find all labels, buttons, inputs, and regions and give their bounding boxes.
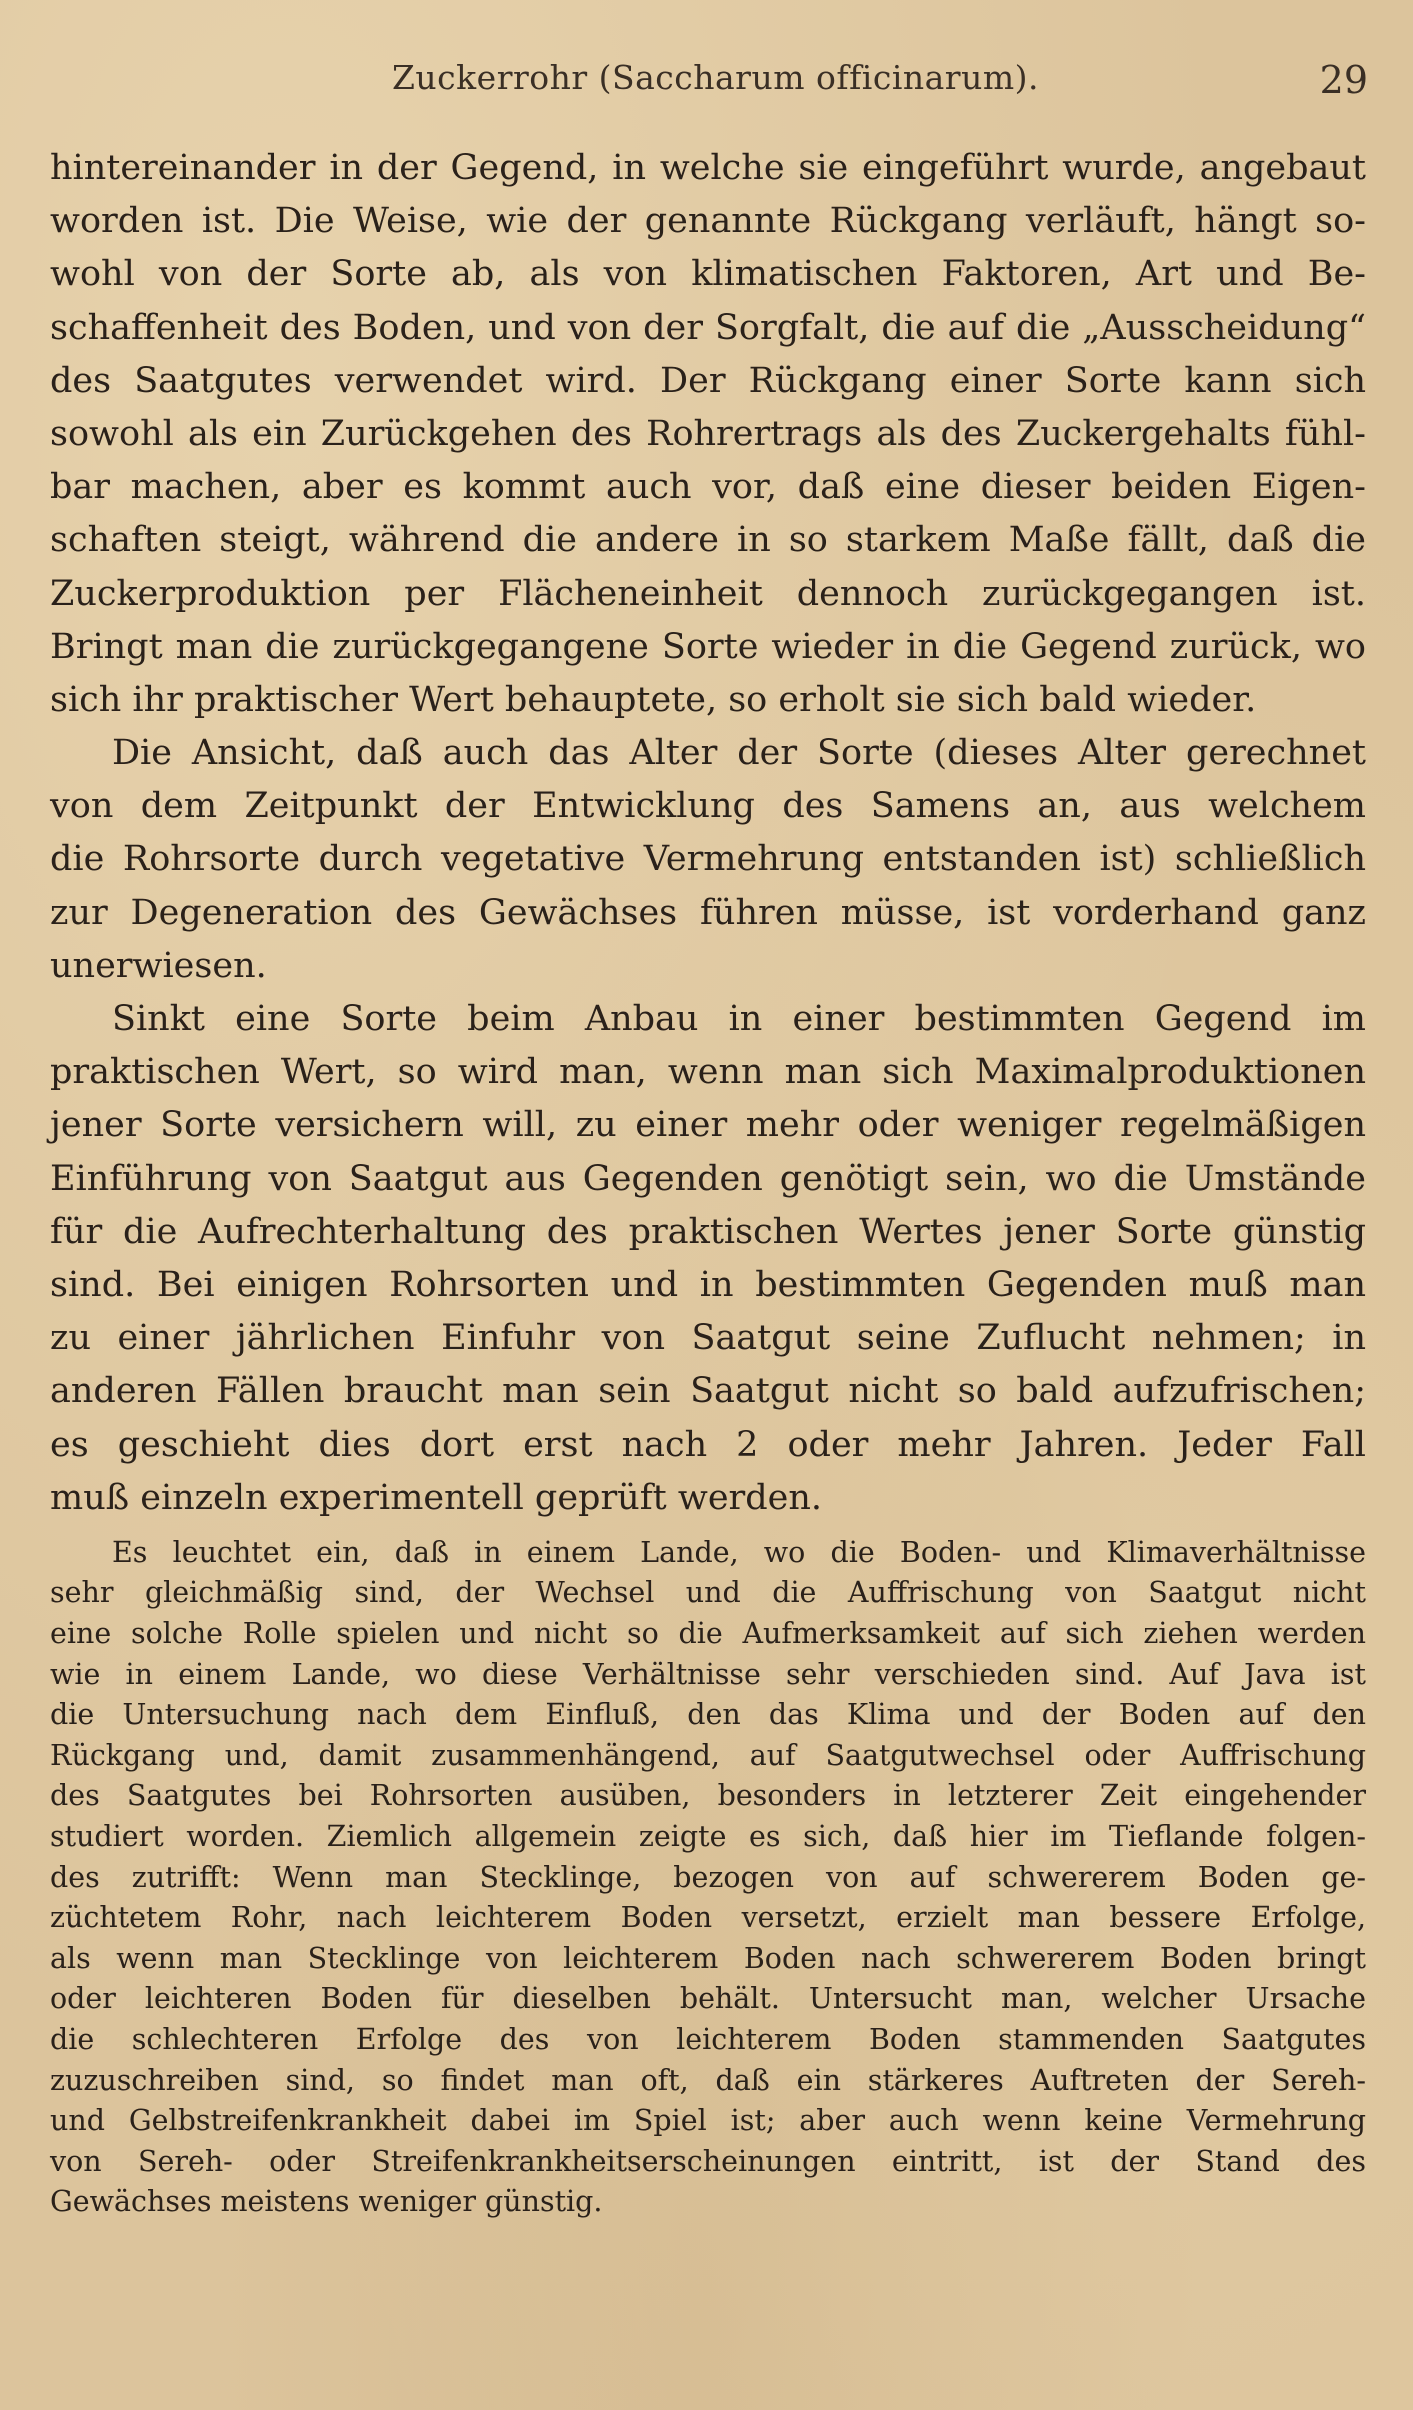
- text-line: Bringt man die zurückgegangene Sorte wieder in die Gegend zurück, wo: [50, 626, 1366, 667]
- small-text-line: Es leuchtet ein, daß in einem Lande, wo die Boden- und Klimaverhältnisse: [112, 1535, 1366, 1569]
- text-line: hintereinander in der Gegend, in welche sie eingeführt wurde, angebaut: [50, 148, 1366, 188]
- text-line: sowohl als ein Zurückgehen des Rohrertrags als des Zuckergehalts fühl-: [50, 413, 1366, 454]
- small-text-line: die Untersuchung nach dem Einfluß, den das Klima und der Boden auf den: [50, 1698, 1366, 1732]
- small-text-line: studiert worden. Ziemlich allgemein zeigte es sich, daß hier im Tieflande folgen-: [50, 1820, 1366, 1854]
- page-body: [50, 142, 1366, 2223]
- text-line: wohl von der Sorte ab, als von klimatischen Faktoren, Art und Be-: [50, 254, 1366, 295]
- small-text-line: des Saatgutes bei Rohrsorten ausüben, besonders in letzterer Zeit eingehender: [50, 1779, 1366, 1813]
- text-line: sind. Bei einigen Rohrsorten und in bestimmten Gegenden muß man: [50, 1264, 1366, 1305]
- small-print-paragraph: [50, 1533, 1366, 2223]
- running-head: [50, 58, 1370, 108]
- small-text-line: die schlechteren Erfolge des von leichterem Boden stammenden Saatgutes: [50, 2023, 1366, 2056]
- small-text-line: als wenn man Stecklinge von leichterem Boden nach schwererem Boden bringt: [50, 1941, 1366, 1975]
- small-text-line: des zutrifft: Wenn man Stecklinge, bezogen von auf schwererem Boden ge-: [50, 1860, 1366, 1894]
- small-text-line: Gewächses meistens weniger günstig.: [50, 2185, 603, 2219]
- text-line: zur Degeneration des Gewächses führen müsse, ist vorderhand ganz: [50, 892, 1366, 933]
- small-text-line: zuzuschreiben sind, so findet man oft, daß ein stärkeres Auftreten der Sereh-: [50, 2063, 1366, 2097]
- small-text-line: von Sereh- oder Streifenkrankheitserscheinungen eintritt, ist der Stand des: [50, 2144, 1366, 2178]
- text-line: die Rohrsorte durch vegetative Vermehrung entstanden ist) schließlich: [50, 839, 1366, 880]
- text-line: schaffenheit des Boden, und von der Sorgfalt, die auf die „Ausscheidung“: [50, 307, 1366, 348]
- paragraph-2: [50, 727, 1366, 993]
- text-line: unerwiesen.: [50, 945, 267, 986]
- running-title: Zuckerrohr (Saccharum officinarum).: [392, 58, 1039, 97]
- text-line: anderen Fällen braucht man sein Saatgut nicht so bald aufzufrischen;: [50, 1371, 1366, 1412]
- text-line: für die Aufrechterhaltung des praktischen Wertes jener Sorte günstig: [50, 1211, 1366, 1252]
- paragraph-3: [50, 993, 1366, 1525]
- text-line: bar machen, aber es kommt auch vor, daß eine dieser beiden Eigen-: [50, 467, 1366, 508]
- page-number: 29: [1319, 58, 1368, 102]
- text-line: Zuckerproduktion per Flächeneinheit dennoch zurückgegangen ist.: [50, 573, 1366, 614]
- small-text-line: oder leichteren Boden für dieselben behält. Untersucht man, welcher Ursache: [50, 1982, 1366, 2016]
- text-line: worden ist. Die Weise, wie der genannte Rückgang verläuft, hängt so-: [50, 201, 1366, 242]
- text-line: von dem Zeitpunkt der Entwicklung des Samens an, aus welchem: [50, 786, 1366, 827]
- text-line: schaften steigt, während die andere in so starkem Maße fällt, daß die: [50, 520, 1366, 561]
- small-text-line: und Gelbstreifenkrankheit dabei im Spiel ist; aber auch wenn keine Vermehrung: [50, 2104, 1366, 2138]
- small-text-line: züchtetem Rohr, nach leichterem Boden versetzt, erzielt man bessere Erfolge,: [50, 1901, 1366, 1935]
- text-line: zu einer jährlichen Einfuhr von Saatgut seine Zuflucht nehmen; in: [50, 1318, 1366, 1359]
- small-text-line: wie in einem Lande, wo diese Verhältnisse sehr verschieden sind. Auf Java ist: [50, 1657, 1366, 1691]
- small-text-line: Rückgang und, damit zusammenhängend, auf Saatgutwechsel oder Auffrischung: [50, 1738, 1366, 1772]
- text-line: muß einzeln experimentell geprüft werden.: [50, 1477, 823, 1518]
- text-line: jener Sorte versichern will, zu einer mehr oder weniger regelmäßigen: [50, 1105, 1366, 1146]
- text-line: Die Ansicht, daß auch das Alter der Sorte (dieses Alter gerechnet: [112, 733, 1366, 774]
- text-line: es geschieht dies dort erst nach 2 oder mehr Jahren. Jeder Fall: [50, 1424, 1366, 1465]
- small-text-line: eine solche Rolle spielen und nicht so die Aufmerksamkeit auf sich ziehen werden: [50, 1617, 1366, 1651]
- text-line: praktischen Wert, so wird man, wenn man sich Maximalproduktionen: [50, 1052, 1366, 1093]
- text-line: Einführung von Saatgut aus Gegenden genötigt sein, wo die Umstände: [50, 1158, 1366, 1199]
- text-line: Sinkt eine Sorte beim Anbau in einer bestimmten Gegend im: [112, 999, 1366, 1039]
- text-line: des Saatgutes verwendet wird. Der Rückgang einer Sorte kann sich: [50, 360, 1366, 401]
- paragraph-1: [50, 142, 1366, 727]
- text-line: sich ihr praktischer Wert behauptete, so erholt sie sich bald wieder.: [50, 679, 1257, 720]
- small-text-line: sehr gleichmäßig sind, der Wechsel und die Auffrischung von Saatgut nicht: [50, 1576, 1366, 1610]
